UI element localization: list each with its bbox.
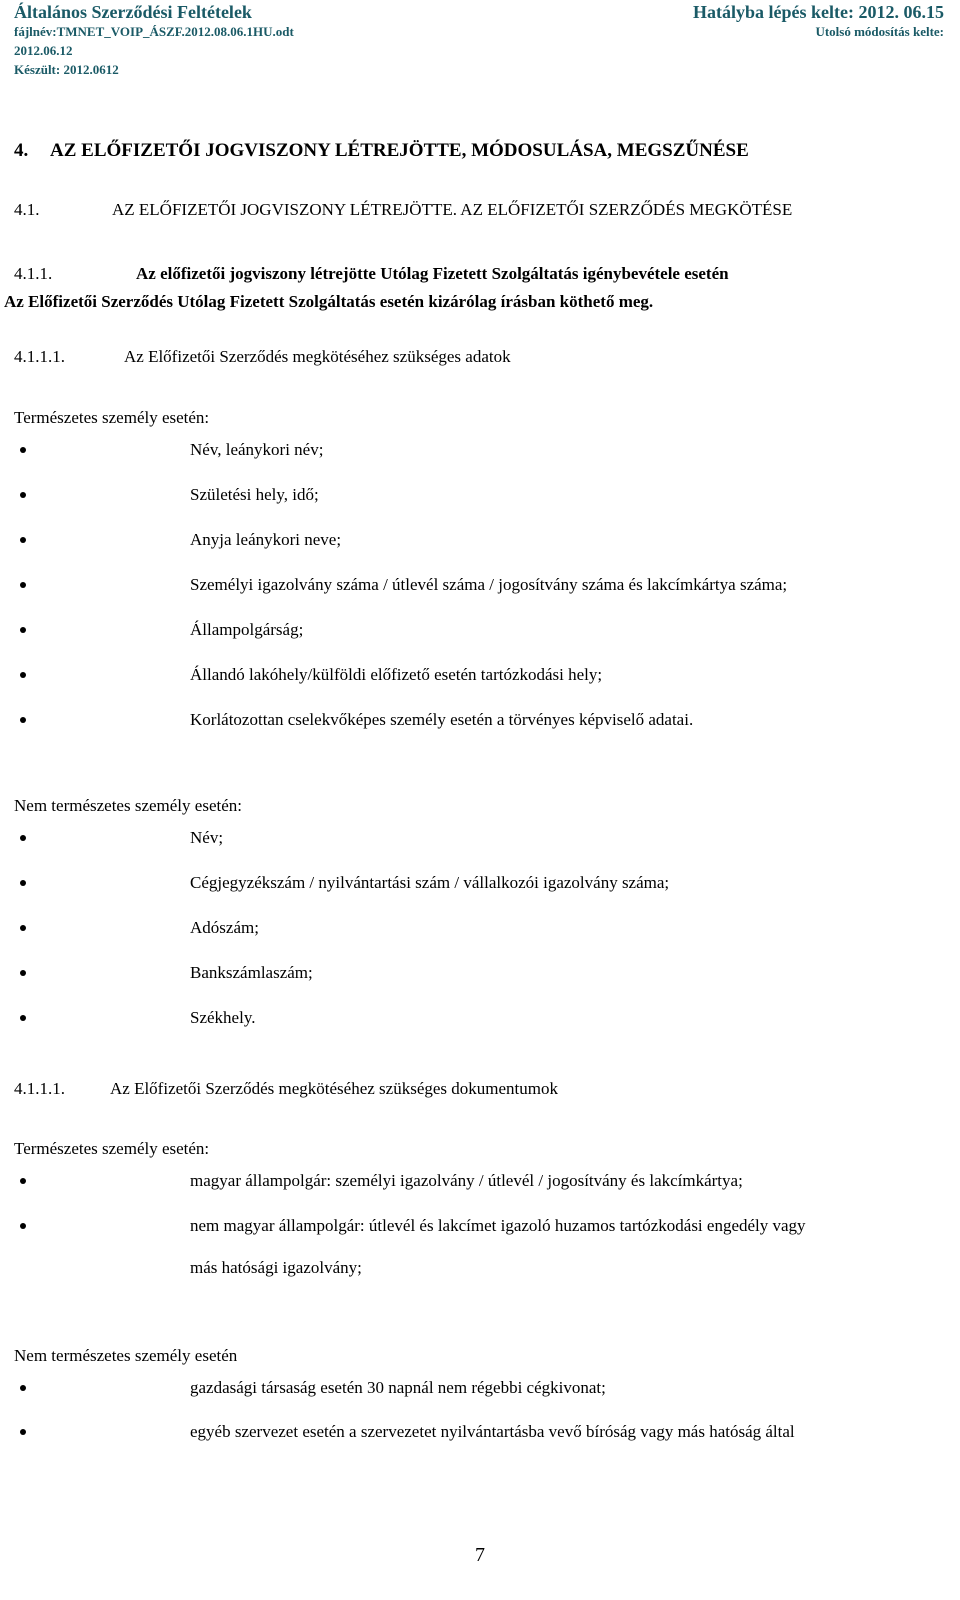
list-item: Születési hely, idő; [190,485,319,504]
header-effective-date: Hatályba lépés kelte: 2012. 06.15 [693,2,944,22]
page-number: 7 [475,1544,485,1566]
section-4-1-title: AZ ELŐFIZETŐI JOGVISZONY LÉTREJÖTTE. AZ ELŐFIZETŐI SZERZŐDÉS MEGKÖTÉSE [112,200,793,219]
list-item: gazdasági társaság esetén 30 napnál nem régebbi cégkivonat; [190,1378,606,1397]
bullet-icon [20,1429,26,1435]
legal-person-label: Nem természetes személy esetén: [14,796,242,815]
list-item: Bankszámlaszám; [190,963,313,982]
natural-person-label: Természetes személy esetén: [14,408,210,427]
list-item: Cégjegyzékszám / nyilvántartási szám / vállalkozói igazolvány száma; [190,873,670,892]
bullet-icon [20,970,26,976]
list-item: Név; [190,828,224,847]
header-filename: fájlnév:TMNET_VOIP_ÁSZF.2012.08.06.1HU.odt [14,24,294,39]
bullet-icon [20,537,26,543]
list-item-continuation: más hatósági igazolvány; [190,1258,362,1277]
section-4-1-1-number: 4.1.1. [14,264,53,283]
list-item: Állandó lakóhely/külföldi előfizető esetén tartózkodási hely; [190,665,603,684]
header-title: Általános Szerződési Feltételek [14,2,252,22]
bullet-icon [20,1178,26,1184]
section-4-title: AZ ELŐFIZETŐI JOGVISZONY LÉTREJÖTTE, MÓDOSULÁSA, MEGSZŰNÉSE [50,140,749,161]
list-item: Adószám; [190,918,259,937]
bullet-icon [20,880,26,886]
bullet-icon [20,492,26,498]
section-4-number: 4. [14,140,29,161]
bullet-icon [20,835,26,841]
list-item: Korlátozottan cselekvőképes személy esetén a törvényes képviselő adatai. [190,710,694,729]
header-last-modified-date: 2012.06.12 [14,43,73,58]
data-section-number: 4.1.1.1. [14,347,65,366]
bullet-icon [20,717,26,723]
bullet-icon [20,447,26,453]
bullet-icon [20,627,26,633]
bullet-icon [20,582,26,588]
list-item: Személyi igazolvány száma / útlevél száma / jogosítvány száma és lakcímkártya száma; [190,575,788,594]
bullet-icon [20,1385,26,1391]
section-4-1-1-title: Az előfizetői jogviszony létrejötte Utólag Fizetett Szolgáltatás igénybevétele esetén [136,264,729,283]
document-header [14,0,944,84]
list-item: Anyja leánykori neve; [190,530,342,549]
section-4-1-number: 4.1. [14,200,40,219]
docs-natural-person-label: Természetes személy esetén: [14,1139,210,1158]
list-item: Székhely. [190,1008,256,1027]
docs-section-number: 4.1.1.1. [14,1079,65,1098]
bullet-icon [20,925,26,931]
list-item: magyar állampolgár: személyi igazolvány / útlevél / jogosítvány és lakcímkártya; [190,1171,743,1190]
list-item: Állampolgárság; [190,620,304,639]
bullet-icon [20,1223,26,1229]
bullet-icon [20,672,26,678]
list-item: Név, leánykori név; [190,440,324,459]
section-4-1-1-text: Az Előfizetői Szerződés Utólag Fizetett Szolgáltatás esetén kizárólag írásban köthető meg. [4,292,654,311]
bullet-icon [20,1015,26,1021]
list-item: nem magyar állampolgár: útlevél és lakcímet igazoló huzamos tartózkodási engedély vagy [190,1216,806,1235]
data-section-title: Az Előfizetői Szerződés megkötéséhez szükséges adatok [124,347,511,366]
list-item: egyéb szervezet esetén a szervezetet nyilvántartásba vevő bíróság vagy más hatóság által [190,1422,795,1441]
header-last-modified-label: Utolsó módosítás kelte: [815,24,944,39]
header-created: Készült: 2012.0612 [14,62,119,77]
docs-legal-person-label: Nem természetes személy esetén [14,1346,238,1365]
docs-section-title: Az Előfizetői Szerződés megkötéséhez szükséges dokumentumok [110,1079,559,1098]
